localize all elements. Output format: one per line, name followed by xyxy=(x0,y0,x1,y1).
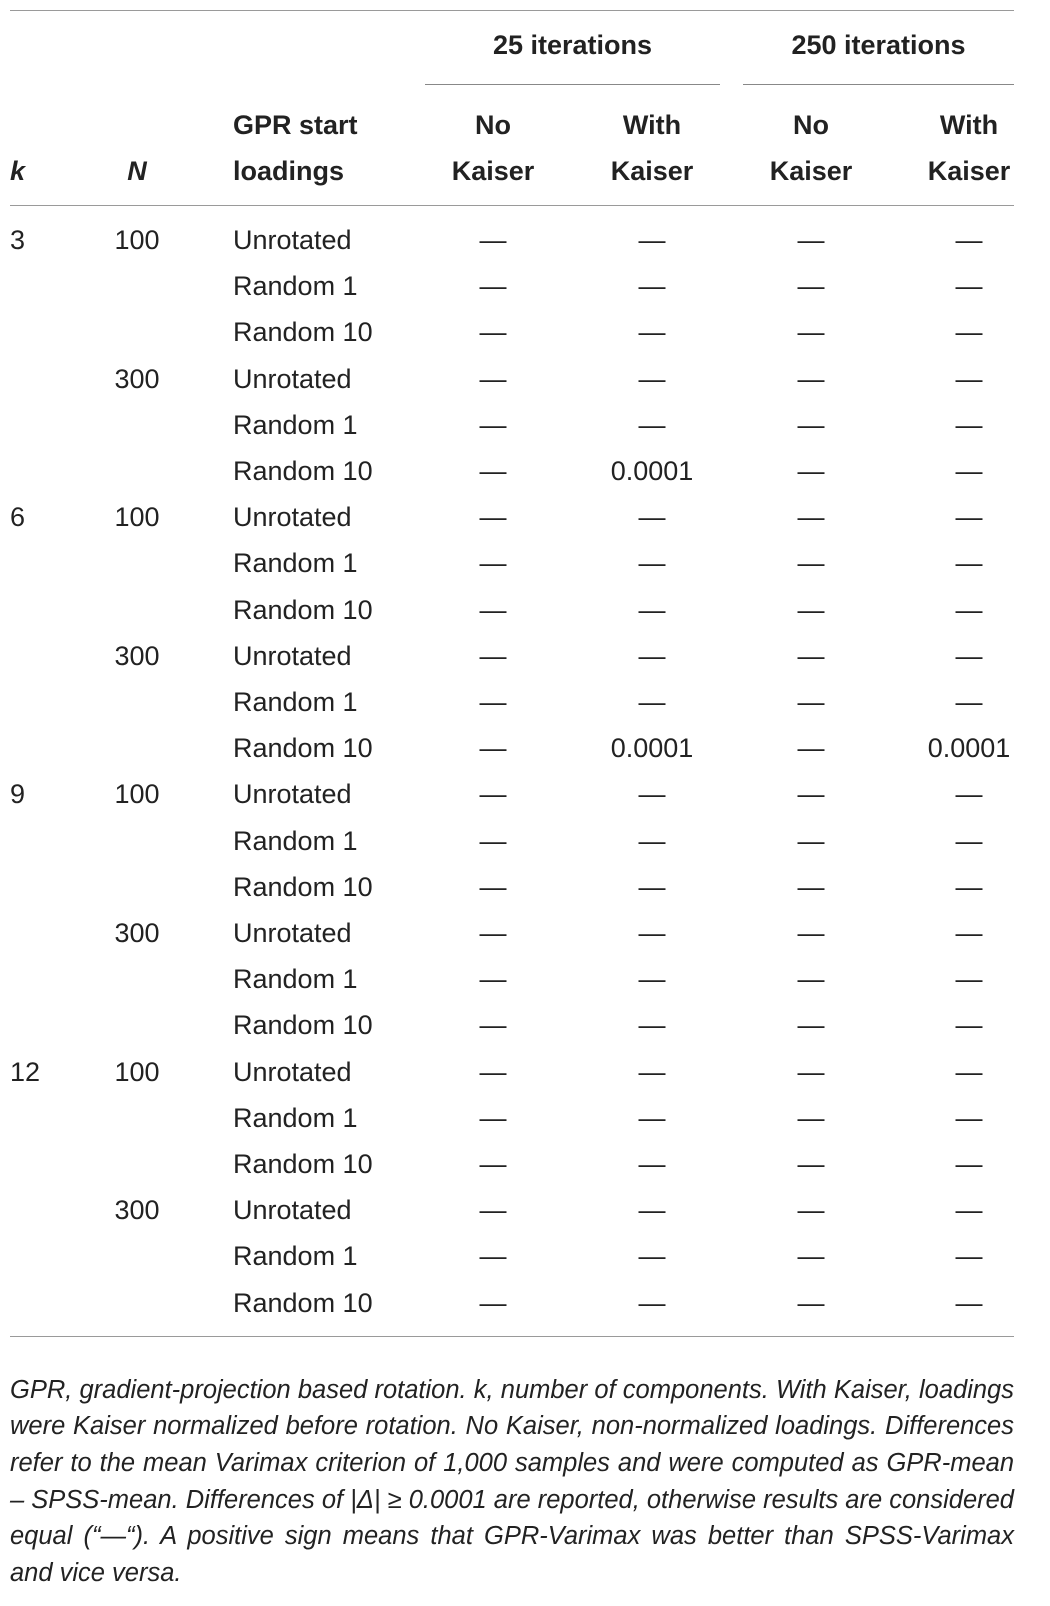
cell-250-with-kaiser: — xyxy=(955,271,983,302)
cell-start-loadings: Unrotated xyxy=(233,918,352,948)
cell-250-with-kaiser: — xyxy=(955,502,983,533)
cell-25-with-kaiser: — xyxy=(638,225,666,255)
cell-25-no-kaiser: — xyxy=(479,918,507,948)
header-no-kaiser-25-line2: Kaiser xyxy=(451,156,535,186)
cell-25-no-kaiser: — xyxy=(479,363,507,394)
table-row xyxy=(0,1233,1050,1279)
header-with-kaiser-25-line2: Kaiser xyxy=(610,156,694,186)
cell-250-no-kaiser: — xyxy=(797,871,825,902)
cell-25-with-kaiser: — xyxy=(638,1287,666,1318)
cell-start-loadings: Random 10 xyxy=(233,733,373,764)
table-row xyxy=(0,217,1050,263)
cell-25-with-kaiser: — xyxy=(638,825,666,856)
cell-start-loadings: Random 1 xyxy=(233,409,358,440)
cell-25-with-kaiser: — xyxy=(638,1149,666,1179)
cell-25-no-kaiser: — xyxy=(479,964,507,995)
cell-250-no-kaiser: — xyxy=(797,317,825,348)
cell-start-loadings: Random 1 xyxy=(233,271,358,302)
cell-n: 300 xyxy=(114,363,160,394)
cell-start-loadings: Random 10 xyxy=(233,456,373,486)
cell-start-loadings: Random 1 xyxy=(233,825,358,856)
cell-250-with-kaiser: — xyxy=(955,409,983,440)
cell-start-loadings: Unrotated xyxy=(233,225,352,255)
cell-25-with-kaiser: — xyxy=(638,1010,666,1041)
cell-250-no-kaiser: — xyxy=(797,409,825,440)
table-row xyxy=(0,540,1050,586)
cell-25-with-kaiser: — xyxy=(638,1241,666,1272)
header-no-kaiser-250-line2: Kaiser xyxy=(769,156,853,186)
cell-25-no-kaiser: — xyxy=(479,640,507,671)
cell-250-with-kaiser: — xyxy=(955,779,983,810)
cell-start-loadings: Random 10 xyxy=(233,594,373,625)
cell-start-loadings: Random 10 xyxy=(233,1287,373,1318)
cell-25-no-kaiser: — xyxy=(479,225,507,255)
header-250-iterations: 250 iterations xyxy=(791,30,966,60)
cell-250-with-kaiser: — xyxy=(955,825,983,856)
header-gpr-start-line2: loadings xyxy=(233,156,345,186)
cell-25-no-kaiser: — xyxy=(479,1287,507,1318)
cell-25-no-kaiser: — xyxy=(479,456,507,486)
cell-25-with-kaiser: — xyxy=(638,594,666,625)
header-n: N xyxy=(127,156,147,186)
cell-25-no-kaiser: — xyxy=(479,317,507,348)
table-footnote: GPR, gradient-projection based rotation. k, number of components. With Kaiser, loadings were Kaiser normalized before rotation. No Kaiser, non-normalized loadings. Differences refer to the mean Varimax criterion of 1,000 samples and were computed as GPR-mean – SPSS-mean. Differences of |Δ| ≥ 0.0001 are reported, otherwise results are considered equal (“—“). A positive sign means that GPR-Varimax was better than SPSS-Varimax and vice versa. xyxy=(10,1375,1014,1588)
cell-start-loadings: Random 10 xyxy=(233,1010,373,1041)
cell-25-with-kaiser: 0.0001 xyxy=(610,733,694,764)
cell-250-no-kaiser: — xyxy=(797,363,825,394)
cell-n: 100 xyxy=(114,1056,160,1087)
table-row xyxy=(0,633,1050,679)
table-row xyxy=(0,725,1050,771)
cell-250-no-kaiser: — xyxy=(797,456,825,486)
cell-25-no-kaiser: — xyxy=(479,733,507,764)
cell-250-with-kaiser: — xyxy=(955,548,983,579)
table-row xyxy=(0,356,1050,402)
table-row xyxy=(0,1187,1050,1233)
cell-250-no-kaiser: — xyxy=(797,779,825,810)
cell-start-loadings: Unrotated xyxy=(233,363,352,394)
cell-25-with-kaiser: — xyxy=(638,964,666,995)
header-with-kaiser-25-line1: With xyxy=(622,110,682,140)
cell-25-no-kaiser: — xyxy=(479,1102,507,1133)
cell-n: 300 xyxy=(114,918,160,948)
cell-25-no-kaiser: — xyxy=(479,548,507,579)
cell-250-with-kaiser: — xyxy=(955,1287,983,1318)
cell-250-no-kaiser: — xyxy=(797,1195,825,1226)
cell-start-loadings: Unrotated xyxy=(233,640,352,671)
cell-25-with-kaiser: — xyxy=(638,918,666,948)
cell-25-with-kaiser: — xyxy=(638,271,666,302)
cell-25-no-kaiser: — xyxy=(479,687,507,717)
cell-start-loadings: Random 1 xyxy=(233,1102,358,1133)
cell-25-no-kaiser: — xyxy=(479,1010,507,1041)
cell-250-with-kaiser: — xyxy=(955,1195,983,1226)
cell-250-no-kaiser: — xyxy=(797,594,825,625)
cell-25-with-kaiser: 0.0001 xyxy=(610,456,694,486)
cell-250-with-kaiser: 0.0001 xyxy=(927,733,1011,764)
cell-25-no-kaiser: — xyxy=(479,409,507,440)
cell-start-loadings: Unrotated xyxy=(233,1056,352,1087)
cell-25-no-kaiser: — xyxy=(479,271,507,302)
cell-start-loadings: Random 1 xyxy=(233,1241,358,1272)
cell-250-no-kaiser: — xyxy=(797,548,825,579)
cell-250-with-kaiser: — xyxy=(955,964,983,995)
table-row xyxy=(0,402,1050,448)
cell-250-no-kaiser: — xyxy=(797,1149,825,1179)
cell-start-loadings: Random 1 xyxy=(233,964,358,995)
header-with-kaiser-250-line1: With xyxy=(939,110,999,140)
cell-250-with-kaiser: — xyxy=(955,640,983,671)
cell-250-with-kaiser: — xyxy=(955,594,983,625)
table-row xyxy=(0,679,1050,725)
table-top-rule xyxy=(10,10,1014,11)
cell-25-with-kaiser: — xyxy=(638,1195,666,1226)
table-row xyxy=(0,1095,1050,1141)
table-row xyxy=(0,1002,1050,1048)
cell-n: 300 xyxy=(114,640,160,671)
cell-start-loadings: Random 10 xyxy=(233,871,373,902)
table-row xyxy=(0,1280,1050,1326)
cell-k: 12 xyxy=(10,1056,41,1087)
cell-25-with-kaiser: — xyxy=(638,640,666,671)
header-with-kaiser-250-line2: Kaiser xyxy=(927,156,1011,186)
table-row xyxy=(0,494,1050,540)
cell-250-no-kaiser: — xyxy=(797,733,825,764)
cell-250-no-kaiser: — xyxy=(797,1056,825,1087)
cell-start-loadings: Random 1 xyxy=(233,548,358,579)
cell-25-with-kaiser: — xyxy=(638,548,666,579)
cell-250-no-kaiser: — xyxy=(797,825,825,856)
table-row xyxy=(0,263,1050,309)
table-row xyxy=(0,910,1050,956)
cell-250-with-kaiser: — xyxy=(955,456,983,486)
cell-25-with-kaiser: — xyxy=(638,871,666,902)
cell-25-no-kaiser: — xyxy=(479,779,507,810)
cell-25-no-kaiser: — xyxy=(479,1149,507,1179)
cell-start-loadings: Random 10 xyxy=(233,317,373,348)
cell-250-no-kaiser: — xyxy=(797,502,825,533)
header-25-iterations: 25 iterations xyxy=(492,30,653,60)
cell-n: 300 xyxy=(114,1195,160,1226)
header-k: k xyxy=(10,156,26,186)
header-bottom-rule xyxy=(10,205,1014,206)
cell-start-loadings: Unrotated xyxy=(233,502,352,533)
cell-25-with-kaiser: — xyxy=(638,363,666,394)
cell-25-no-kaiser: — xyxy=(479,871,507,902)
header-25-underline xyxy=(425,84,720,85)
cell-250-with-kaiser: — xyxy=(955,687,983,717)
cell-250-with-kaiser: — xyxy=(955,1149,983,1179)
table-row xyxy=(0,818,1050,864)
table-row xyxy=(0,448,1050,494)
cell-25-with-kaiser: — xyxy=(638,502,666,533)
cell-25-no-kaiser: — xyxy=(479,1195,507,1226)
cell-250-no-kaiser: — xyxy=(797,640,825,671)
cell-n: 100 xyxy=(114,502,160,533)
table-row xyxy=(0,864,1050,910)
cell-k: 9 xyxy=(10,779,26,810)
cell-n: 100 xyxy=(114,779,160,810)
cell-250-with-kaiser: — xyxy=(955,871,983,902)
cell-k: 6 xyxy=(10,502,26,533)
cell-250-no-kaiser: — xyxy=(797,1010,825,1041)
cell-250-no-kaiser: — xyxy=(797,271,825,302)
header-no-kaiser-250-line1: No xyxy=(793,110,829,140)
cell-25-no-kaiser: — xyxy=(479,594,507,625)
table-row xyxy=(0,1049,1050,1095)
cell-250-no-kaiser: — xyxy=(797,1102,825,1133)
cell-250-with-kaiser: — xyxy=(955,1056,983,1087)
cell-250-no-kaiser: — xyxy=(797,964,825,995)
table-bottom-rule xyxy=(10,1336,1014,1337)
table-row xyxy=(0,309,1050,355)
cell-250-no-kaiser: — xyxy=(797,687,825,717)
cell-25-no-kaiser: — xyxy=(479,1241,507,1272)
table-row xyxy=(0,1141,1050,1187)
cell-250-with-kaiser: — xyxy=(955,1010,983,1041)
cell-25-with-kaiser: — xyxy=(638,1102,666,1133)
cell-250-with-kaiser: — xyxy=(955,225,983,255)
cell-250-with-kaiser: — xyxy=(955,1102,983,1133)
cell-25-with-kaiser: — xyxy=(638,1056,666,1087)
cell-250-with-kaiser: — xyxy=(955,317,983,348)
cell-25-with-kaiser: — xyxy=(638,409,666,440)
cell-start-loadings: Random 1 xyxy=(233,687,358,717)
cell-k: 3 xyxy=(10,225,26,255)
cell-250-no-kaiser: — xyxy=(797,1241,825,1272)
cell-250-with-kaiser: — xyxy=(955,918,983,948)
cell-25-no-kaiser: — xyxy=(479,1056,507,1087)
cell-250-with-kaiser: — xyxy=(955,1241,983,1272)
header-no-kaiser-25-line1: No xyxy=(475,110,511,140)
cell-25-no-kaiser: — xyxy=(479,825,507,856)
cell-25-with-kaiser: — xyxy=(638,687,666,717)
cell-start-loadings: Random 10 xyxy=(233,1149,373,1179)
cell-25-no-kaiser: — xyxy=(479,502,507,533)
cell-250-with-kaiser: — xyxy=(955,363,983,394)
cell-250-no-kaiser: — xyxy=(797,1287,825,1318)
cell-25-with-kaiser: — xyxy=(638,317,666,348)
cell-250-no-kaiser: — xyxy=(797,225,825,255)
cell-start-loadings: Unrotated xyxy=(233,1195,352,1226)
table-row xyxy=(0,956,1050,1002)
table-row xyxy=(0,587,1050,633)
cell-n: 100 xyxy=(114,225,160,255)
table-row xyxy=(0,771,1050,817)
cell-start-loadings: Unrotated xyxy=(233,779,352,810)
header-250-underline xyxy=(743,84,1014,85)
cell-25-with-kaiser: — xyxy=(638,779,666,810)
cell-250-no-kaiser: — xyxy=(797,918,825,948)
header-gpr-start-line1: GPR start xyxy=(233,110,358,140)
